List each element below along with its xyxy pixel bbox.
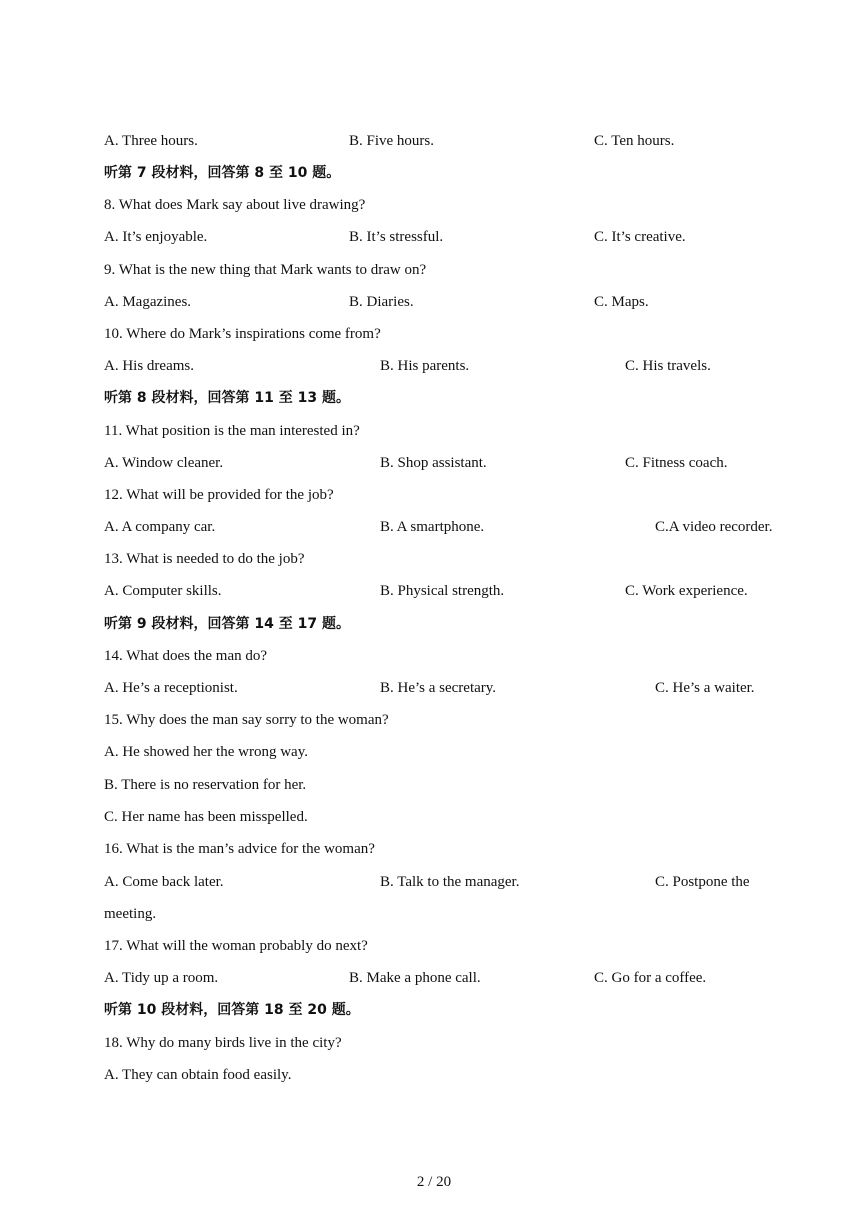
option-c: C. Ten hours. xyxy=(594,133,675,149)
option-a: A. His dreams. xyxy=(104,358,194,374)
option-b: B. Five hours. xyxy=(349,133,435,149)
option-a: A. Three hours. xyxy=(104,133,198,149)
question-text: 13. What is needed to do the job? xyxy=(104,551,305,567)
option-a: A. Magazines. xyxy=(104,294,192,310)
option-b: B. He’s a secretary. xyxy=(380,680,497,696)
option-a: A. Computer skills. xyxy=(104,583,222,599)
option-b: B. A smartphone. xyxy=(380,519,485,535)
section-heading: 听第 10 段材料，回答第 18 至 20 题。 xyxy=(104,1002,360,1018)
option-a: A. Come back later. xyxy=(104,874,224,890)
section-heading: 听第 7 段材料，回答第 8 至 10 题。 xyxy=(104,165,341,181)
question-text: 18. Why do many birds live in the city? xyxy=(104,1035,342,1051)
option-c: C.A video recorder. xyxy=(655,519,773,535)
option-b: B. Shop assistant. xyxy=(380,455,487,471)
question-text: C. Her name has been misspelled. xyxy=(104,809,308,825)
section-heading: 听第 9 段材料，回答第 14 至 17 题。 xyxy=(104,616,350,632)
option-b: B. His parents. xyxy=(380,358,470,374)
option-a: A. Tidy up a room. xyxy=(104,970,219,986)
option-a: A. Window cleaner. xyxy=(104,455,224,471)
page-footer: 2 / 20 xyxy=(416,1174,452,1190)
question-text: A. He showed her the wrong way. xyxy=(104,744,308,760)
option-c: C. It’s creative. xyxy=(594,229,686,245)
option-b: B. Diaries. xyxy=(349,294,414,310)
option-c: C. He’s a waiter. xyxy=(655,680,755,696)
question-text: 17. What will the woman probably do next? xyxy=(104,938,368,954)
option-b: B. It’s stressful. xyxy=(349,229,444,245)
option-b: B. Physical strength. xyxy=(380,583,505,599)
option-a: A. He’s a receptionist. xyxy=(104,680,238,696)
question-text: 12. What will be provided for the job? xyxy=(104,487,334,503)
option-c: C. His travels. xyxy=(625,358,711,374)
question-text: 9. What is the new thing that Mark wants to draw on? xyxy=(104,262,427,278)
question-text: A. They can obtain food easily. xyxy=(104,1067,292,1083)
question-text: B. There is no reservation for her. xyxy=(104,777,307,793)
question-text: 14. What does the man do? xyxy=(104,648,268,664)
question-text: meeting. xyxy=(104,906,157,922)
option-c: C. Go for a coffee. xyxy=(594,970,707,986)
question-text: 10. Where do Mark’s inspirations come from? xyxy=(104,326,381,342)
option-b: B. Make a phone call. xyxy=(349,970,481,986)
section-heading: 听第 8 段材料，回答第 11 至 13 题。 xyxy=(104,390,350,406)
question-text: 8. What does Mark say about live drawing? xyxy=(104,197,366,213)
question-text: 15. Why does the man say sorry to the woman? xyxy=(104,712,389,728)
option-c: C. Fitness coach. xyxy=(625,455,728,471)
question-text: 11. What position is the man interested in? xyxy=(104,423,360,439)
option-c: C. Postpone the xyxy=(655,874,750,890)
option-a: A. It’s enjoyable. xyxy=(104,229,208,245)
option-a: A. A company car. xyxy=(104,519,216,535)
option-b: B. Talk to the manager. xyxy=(380,874,520,890)
option-c: C. Maps. xyxy=(594,294,649,310)
option-c: C. Work experience. xyxy=(625,583,748,599)
question-text: 16. What is the man’s advice for the woman? xyxy=(104,841,375,857)
